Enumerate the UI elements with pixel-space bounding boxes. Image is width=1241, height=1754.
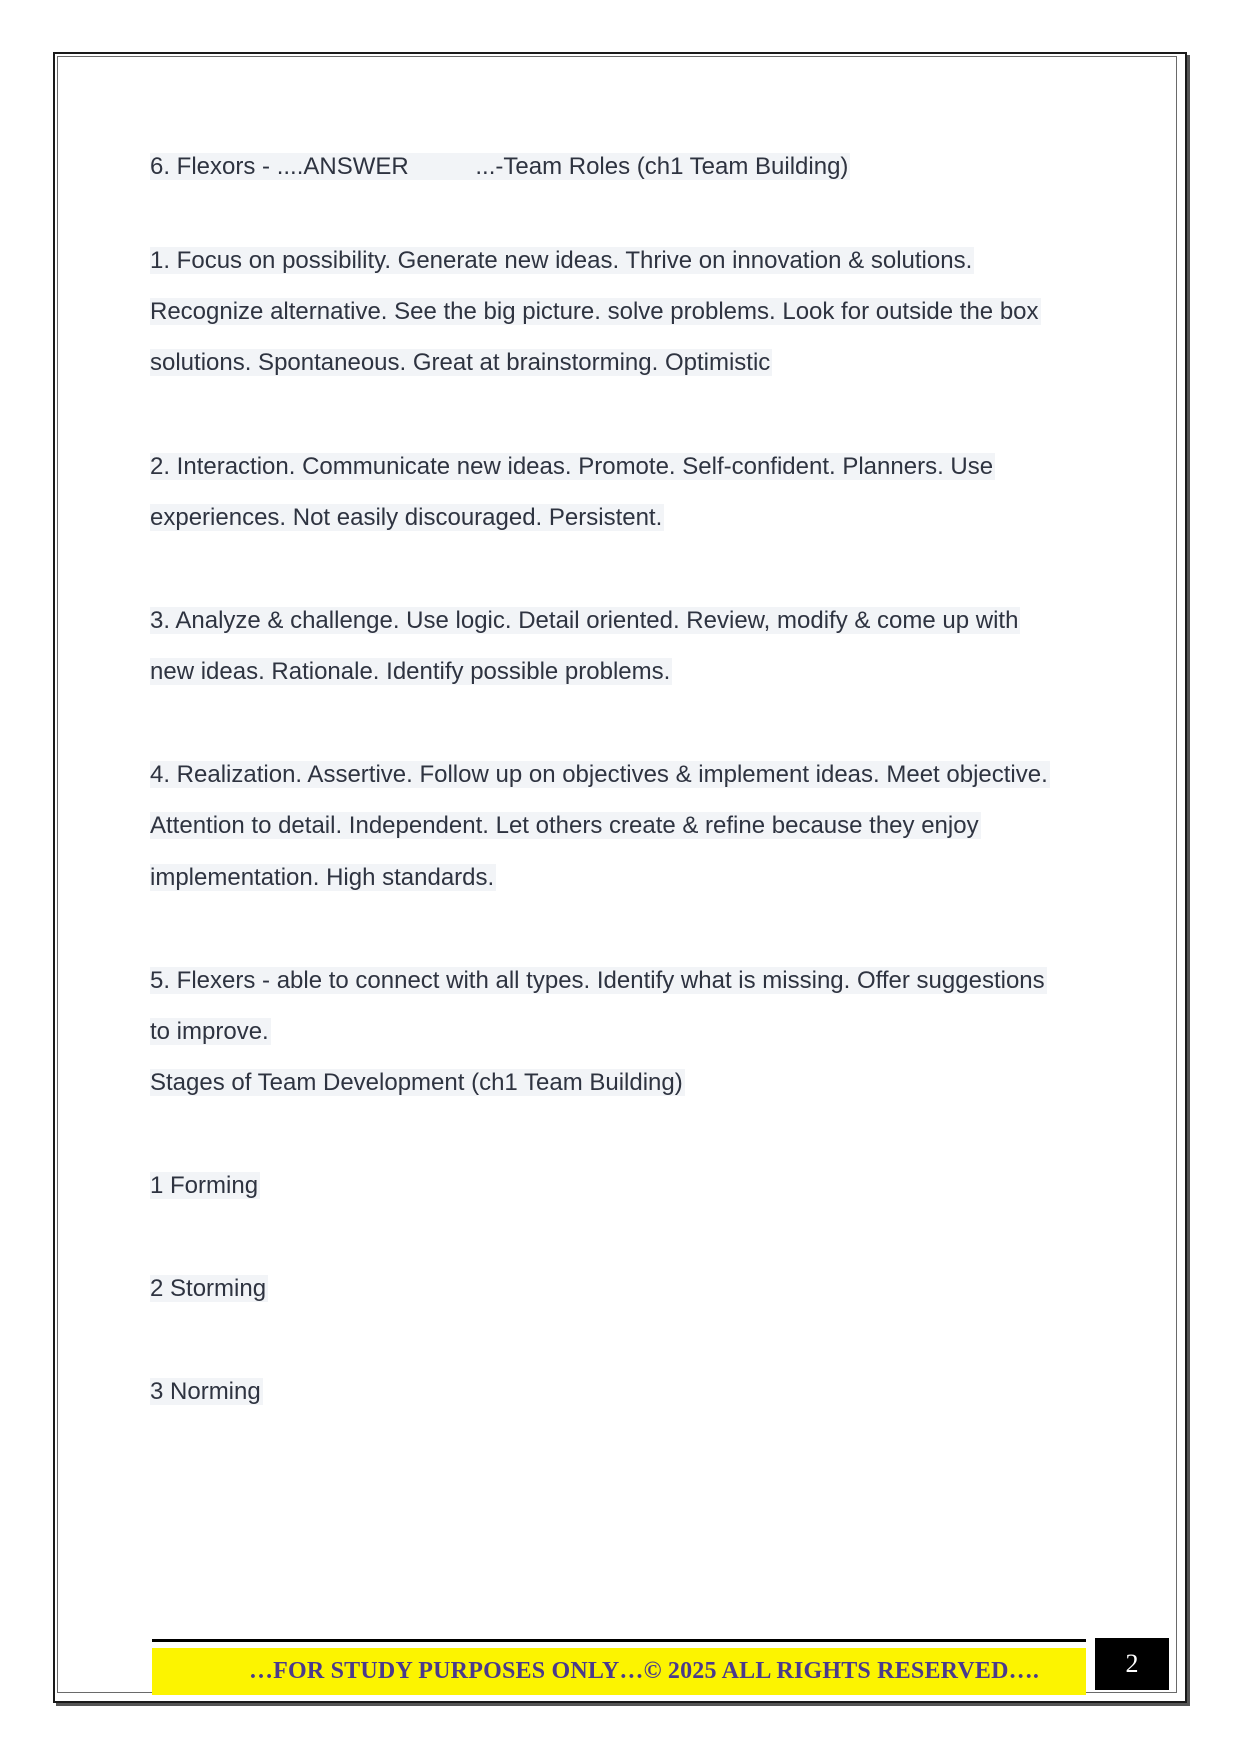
answer-line: to improve. bbox=[150, 1018, 269, 1045]
answer-line: Recognize alternative. See the big picture. solve problems. Look for outside the box bbox=[150, 298, 1039, 325]
answer-line: 5. Flexers - able to connect with all types. Identify what is missing. Offer suggestions bbox=[150, 967, 1045, 994]
answer-line: experiences. Not easily discouraged. Persistent. bbox=[150, 504, 663, 531]
footer-rule bbox=[152, 1639, 1086, 1642]
page-number: 2 bbox=[1095, 1638, 1169, 1690]
answer-line: 2. Interaction. Communicate new ideas. Promote. Self-confident. Planners. Use bbox=[150, 453, 994, 480]
footer-notice: …FOR STUDY PURPOSES ONLY…© 2025 ALL RIGHTS RESERVED…. bbox=[248, 1658, 1040, 1684]
answer-line: Attention to detail. Independent. Let others create & refine because they enjoy bbox=[150, 812, 979, 839]
section-heading: Stages of Team Development (ch1 Team Building) bbox=[150, 1069, 683, 1096]
list-item: 1 Forming bbox=[150, 1172, 259, 1199]
answer-line: 3. Analyze & challenge. Use logic. Detail oriented. Review, modify & come up with bbox=[150, 607, 1019, 634]
answer-line: solutions. Spontaneous. Great at brainstorming. Optimistic bbox=[150, 349, 771, 376]
question-line: 6. Flexors - ....ANSWER ...-Team Roles (ch1 Team Building) bbox=[150, 153, 849, 180]
list-item: 3 Norming bbox=[150, 1378, 261, 1405]
answer-line: implementation. High standards. bbox=[150, 864, 495, 891]
footer-band bbox=[152, 1648, 1086, 1695]
list-item: 2 Storming bbox=[150, 1275, 267, 1302]
answer-line: 4. Realization. Assertive. Follow up on objectives & implement ideas. Meet objective. bbox=[150, 761, 1048, 788]
answer-line: new ideas. Rationale. Identify possible problems. bbox=[150, 658, 671, 685]
answer-line: 1. Focus on possibility. Generate new ideas. Thrive on innovation & solutions. bbox=[150, 247, 973, 274]
